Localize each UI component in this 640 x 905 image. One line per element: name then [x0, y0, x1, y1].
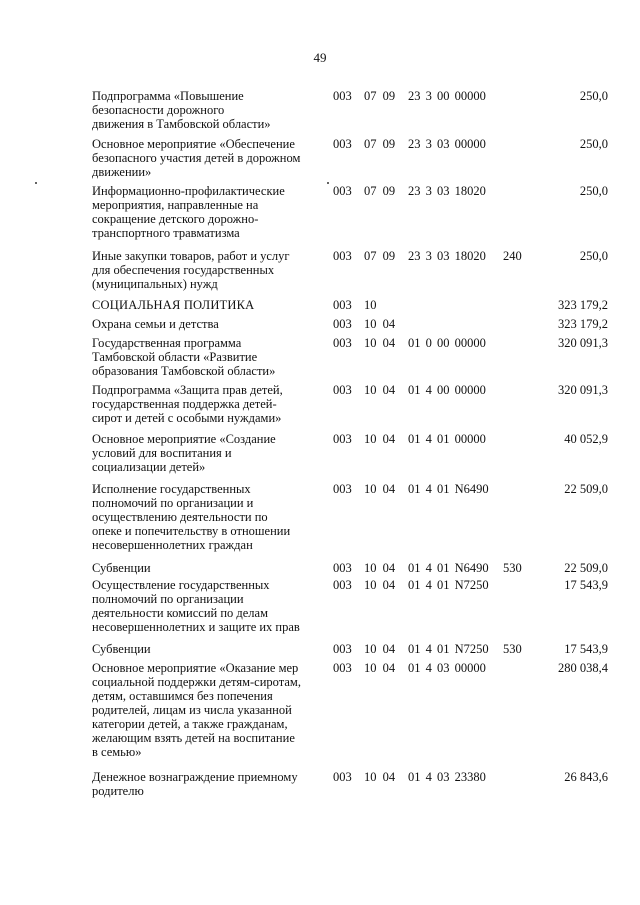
row-name: Информационно-профилактические мероприятия, направленные на сокращение детского дорожно- транспортного травматизма — [92, 184, 285, 240]
row-target-article: 01 4 03 00000 — [408, 661, 486, 675]
row-section: 07 09 — [364, 184, 396, 198]
row-sum: 17 543,9 — [564, 578, 608, 592]
row-sum: 26 843,6 — [564, 770, 608, 784]
row-sum: 22 509,0 — [564, 482, 608, 496]
row-ved: 003 — [333, 317, 352, 331]
row-ved: 003 — [333, 249, 352, 263]
row-section: 07 09 — [364, 89, 396, 103]
row-target-article: 01 0 00 00000 — [408, 336, 486, 350]
row-sum: 323 179,2 — [558, 298, 608, 312]
row-target-article: 23 3 03 00000 — [408, 137, 486, 151]
row-name: Денежное вознаграждение приемному родителю — [92, 770, 298, 798]
row-section: 07 09 — [364, 249, 396, 263]
row-sum: 40 052,9 — [564, 432, 608, 446]
row-name: Субвенции — [92, 561, 151, 575]
row-sum: 320 091,3 — [558, 383, 608, 397]
row-name: СОЦИАЛЬНАЯ ПОЛИТИКА — [92, 298, 255, 312]
row-ved: 003 — [333, 432, 352, 446]
row-sum: 17 543,9 — [564, 642, 608, 656]
row-section: 10 04 — [364, 770, 396, 784]
row-ved: 003 — [333, 770, 352, 784]
row-sum: 250,0 — [579, 137, 608, 151]
row-section: 07 09 — [364, 137, 396, 151]
row-target-article: 23 3 03 18020 — [408, 249, 486, 263]
row-ved: 003 — [333, 642, 352, 656]
row-ved: 003 — [333, 137, 352, 151]
row-section: 10 04 — [364, 561, 396, 575]
row-ved: 003 — [333, 661, 352, 675]
row-expense-type: 240 — [503, 249, 522, 263]
row-sum: 250,0 — [579, 184, 608, 198]
row-ved: 003 — [333, 578, 352, 592]
row-sum: 250,0 — [579, 249, 608, 263]
row-ved: 003 — [333, 184, 352, 198]
row-name: Подпрограмма «Защита прав детей, государственная поддержка детей- сирот и детей с особыми нуждами» — [92, 383, 283, 425]
row-expense-type: 530 — [503, 642, 522, 656]
scan-speck — [327, 182, 329, 184]
row-name: Подпрограмма «Повышение безопасности дорожного движения в Тамбовской области» — [92, 89, 271, 131]
row-section: 10 04 — [364, 661, 396, 675]
scan-speck — [35, 182, 37, 184]
row-sum: 323 179,2 — [558, 317, 608, 331]
row-section: 10 04 — [364, 578, 396, 592]
row-target-article: 01 4 01 N6490 — [408, 482, 489, 496]
row-sum: 280 038,4 — [558, 661, 608, 675]
row-section: 10 04 — [364, 317, 396, 331]
row-target-article: 01 4 01 N6490 — [408, 561, 489, 575]
row-ved: 003 — [333, 298, 352, 312]
row-name: Иные закупки товаров, работ и услуг для обеспечения государственных (муниципальных) нужд — [92, 249, 290, 291]
row-target-article: 01 4 01 N7250 — [408, 642, 489, 656]
row-target-article: 01 4 00 00000 — [408, 383, 486, 397]
row-ved: 003 — [333, 561, 352, 575]
row-ved: 003 — [333, 383, 352, 397]
row-target-article: 23 3 00 00000 — [408, 89, 486, 103]
row-section: 10 04 — [364, 482, 396, 496]
row-ved: 003 — [333, 336, 352, 350]
row-target-article: 01 4 01 N7250 — [408, 578, 489, 592]
row-target-article: 01 4 03 23380 — [408, 770, 486, 784]
row-sum: 250,0 — [579, 89, 608, 103]
row-name: Субвенции — [92, 642, 151, 656]
row-name: Основное мероприятие «Обеспечение безопасного участия детей в дорожном движении» — [92, 137, 301, 179]
row-section: 10 04 — [364, 432, 396, 446]
row-ved: 003 — [333, 89, 352, 103]
row-ved: 003 — [333, 482, 352, 496]
row-section: 10 04 — [364, 336, 396, 350]
row-sum: 22 509,0 — [564, 561, 608, 575]
row-name: Осуществление государственных полномочий по организации деятельности комиссий по делам несовершеннолетних и защите их прав — [92, 578, 300, 634]
page-number: 49 — [313, 50, 327, 65]
row-section: 10 — [364, 298, 377, 312]
row-name: Исполнение государственных полномочий по организации и осуществлению деятельности по опеке и попечительству в отношении несовершеннолетних граждан — [92, 482, 291, 552]
row-name: Основное мероприятие «Оказание мер социальной поддержки детям-сиротам, детям, оставшимся без попечения родителей, лицам из числа указанной категории детей, а также гражданам, желающим взять детей на воспитание в семью» — [92, 661, 301, 759]
row-section: 10 04 — [364, 383, 396, 397]
row-sum: 320 091,3 — [558, 336, 608, 350]
row-target-article: 01 4 01 00000 — [408, 432, 486, 446]
row-target-article: 23 3 03 18020 — [408, 184, 486, 198]
row-section: 10 04 — [364, 642, 396, 656]
row-name: Государственная программа Тамбовской области «Развитие образования Тамбовской области» — [92, 336, 276, 378]
row-name: Охрана семьи и детства — [92, 317, 219, 331]
row-name: Основное мероприятие «Создание условий для воспитания и социализации детей» — [92, 432, 276, 474]
row-expense-type: 530 — [503, 561, 522, 575]
